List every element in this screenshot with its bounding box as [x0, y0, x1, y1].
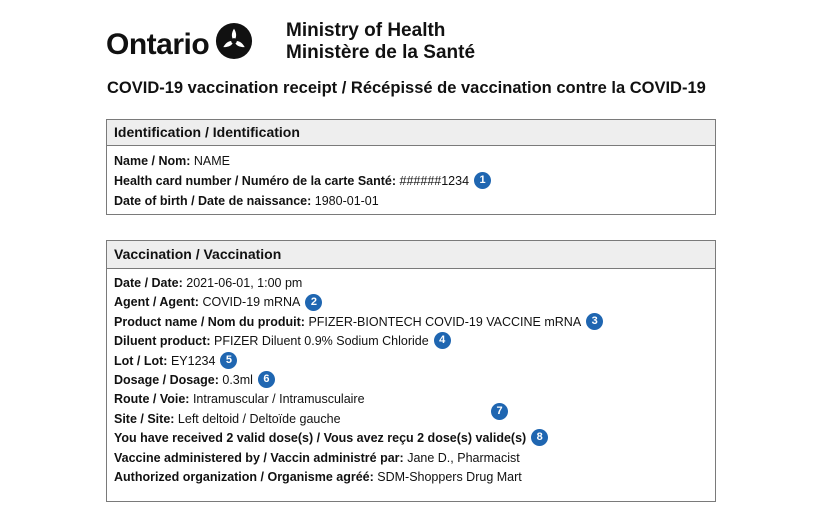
vaccination-heading: Vaccination / Vaccination: [107, 241, 715, 269]
identification-heading: Identification / Identification: [107, 120, 715, 146]
callout-badge-6: 6: [258, 371, 275, 388]
vaccination-row: [114, 352, 708, 371]
identification-section: [106, 119, 716, 215]
field-value: COVID-19 mRNA: [202, 295, 301, 310]
field-label: Site / Site:: [114, 411, 175, 426]
vaccination-section: [106, 240, 716, 502]
field-value: Left deltoid / Deltoïde gauche: [177, 411, 341, 426]
field-label: Agent / Agent:: [114, 295, 199, 310]
callout-badge-1: 1: [474, 172, 491, 189]
vaccination-rows: [107, 269, 715, 487]
field-value: Intramuscular / Intramusculaire: [192, 392, 365, 407]
field-label: Date / Date:: [114, 276, 183, 290]
callout-badge-4: 4: [434, 332, 451, 349]
field-label: Diluent product:: [114, 334, 211, 349]
field-label: Date of birth / Date de naissance:: [114, 194, 312, 208]
vaccination-row: [114, 332, 708, 351]
field-value: PFIZER-BIONTECH COVID-19 VACCINE mRNA: [308, 314, 582, 329]
vaccination-row: [114, 468, 708, 487]
field-label: Dosage / Dosage:: [114, 372, 219, 387]
field-value: PFIZER Diluent 0.9% Sodium Chloride: [214, 334, 429, 349]
ministry-name-en: Ministry of Health: [286, 20, 446, 41]
trillium-logo-icon: [215, 22, 253, 60]
callout-badge-5: 5: [220, 352, 237, 369]
field-label: Health card number / Numéro de la carte Santé:: [114, 174, 397, 188]
vaccination-row: [114, 274, 708, 293]
field-label: You have received 2 valid dose(s) / Vous avez reçu 2 dose(s) valide(s): [114, 431, 527, 446]
field-value: NAME: [193, 154, 231, 168]
vaccination-row: [114, 429, 708, 448]
callout-badge-7: 7: [491, 403, 508, 420]
field-label: Lot / Lot:: [114, 353, 168, 368]
ontario-wordmark: Ontario: [106, 28, 210, 61]
document-header: [0, 0, 825, 75]
field-label: Product name / Nom du produit:: [114, 314, 305, 329]
field-label: Name / Nom:: [114, 154, 191, 168]
field-label: Vaccine administered by / Vaccin administré par:: [114, 450, 404, 465]
vaccination-row: [114, 410, 708, 429]
field-value: 0.3ml: [222, 372, 253, 387]
vaccination-row: [114, 293, 708, 312]
field-label: Route / Voie:: [114, 392, 190, 407]
callout-badge-3: 3: [586, 313, 603, 330]
identification-row: [114, 151, 708, 171]
identification-rows: [107, 146, 715, 211]
ministry-name-fr: Ministère de la Santé: [286, 42, 476, 63]
vaccination-row: [114, 371, 708, 390]
callout-badge-8: 8: [531, 429, 548, 446]
field-label: Authorized organization / Organisme agréé:: [114, 469, 374, 484]
field-value: SDM-Shoppers Drug Mart: [377, 469, 522, 484]
identification-row: [114, 171, 708, 191]
field-value: EY1234: [170, 353, 216, 368]
field-value: 1980-01-01: [314, 194, 379, 208]
vaccination-row: [114, 313, 708, 332]
field-value: ######1234: [399, 174, 470, 188]
ministry-name: [286, 20, 475, 64]
field-value: Jane D., Pharmacist: [407, 450, 520, 465]
page-title: COVID-19 vaccination receipt / Récépissé de vaccination contre la COVID-19: [107, 79, 706, 97]
callout-badge-2: 2: [305, 294, 322, 311]
identification-row: [114, 191, 708, 211]
vaccination-row: [114, 449, 708, 468]
field-value: 2021-06-01, 1:00 pm: [186, 276, 303, 290]
vaccination-row: [114, 390, 708, 409]
